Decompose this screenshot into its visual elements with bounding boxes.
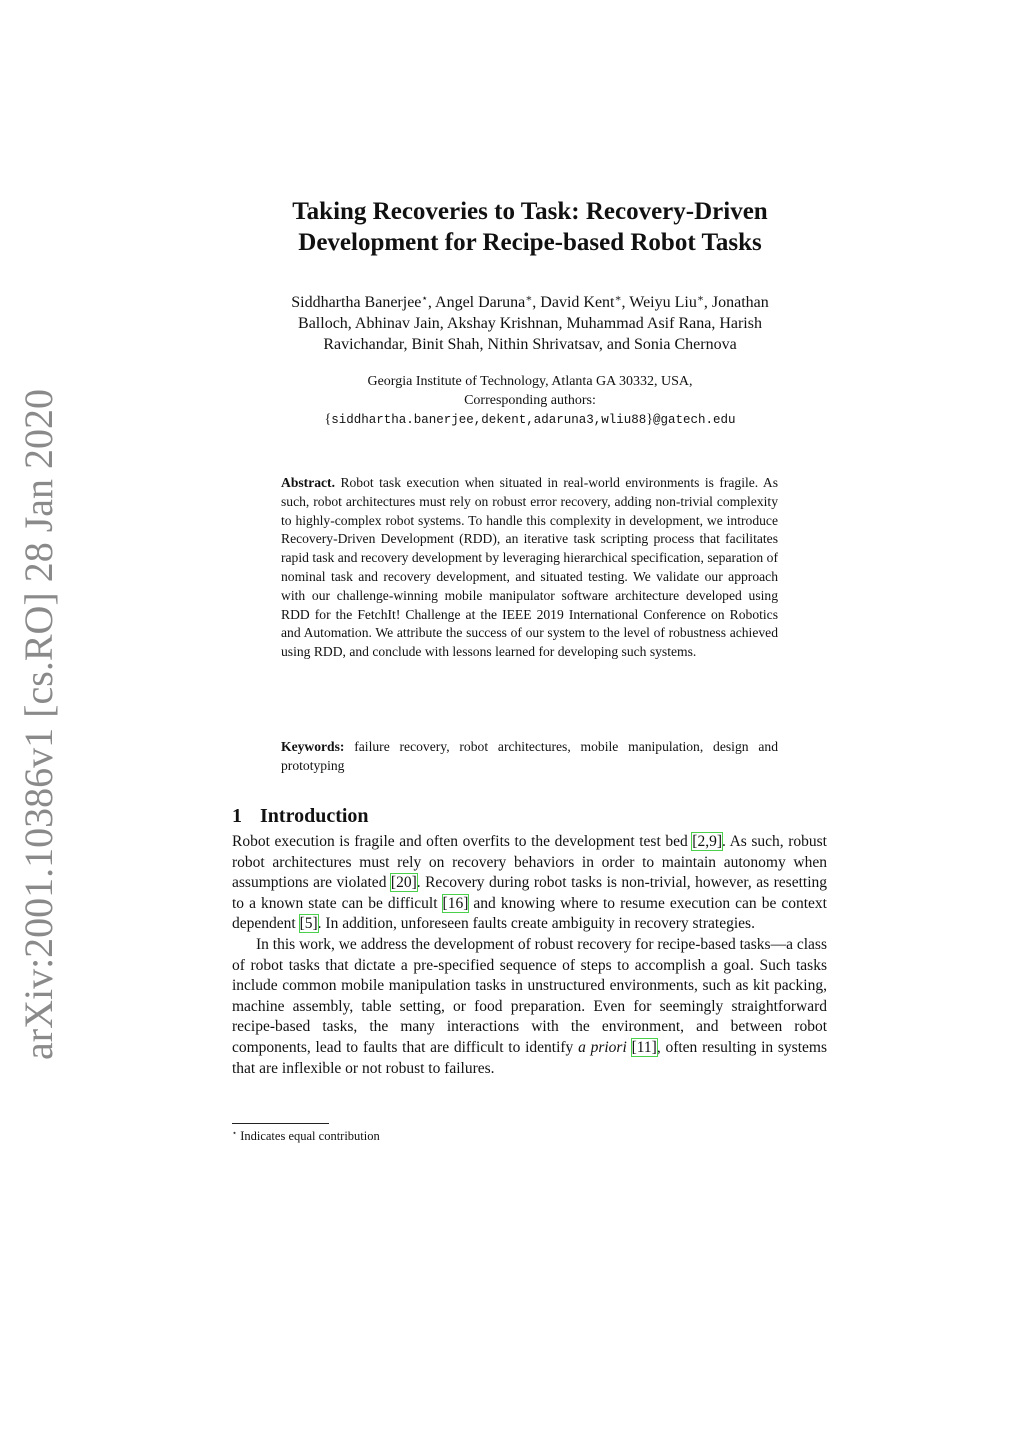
citation-link[interactable]: [16] [442,894,469,912]
brace-open: { [324,412,332,427]
footnote-marker: ⋆ [232,1128,238,1138]
equal-contribution-marker: ⋆ [421,293,428,305]
author-marker: ∗ [696,293,704,305]
paragraph-text: , often resulting in systems that are inflexible or not robust to failures. [232,1038,827,1077]
citation-link[interactable]: [5] [299,915,318,933]
abstract-label: Abstract. [281,475,335,490]
paragraph-text: . Recovery during robot tasks is non-trivial, however, as resetting to a known state can be difficult [232,874,827,912]
paragraph-text: . In addition, unforeseen faults create ambiguity in recovery strategies. [317,915,755,933]
paragraph [232,935,827,1079]
keywords-text: failure recovery, robot architectures, mobile manipulation, design and prototyping [281,739,778,773]
arxiv-identifier-stamp: arXiv:2001.10386v1 [cs.RO] 28 Jan 2020 [16,388,61,1060]
author-list [215,292,845,355]
institution: Georgia Institute of Technology, Atlanta GA 30332, USA, [367,374,693,389]
footnote-divider [232,1123,329,1124]
paragraph [232,832,827,935]
affiliation-block [230,372,830,430]
paragraph-text: and knowing where to resume execution can be context dependent [232,894,827,933]
author-marker: ∗ [614,293,622,305]
authors-line-2: Balloch, Abhinav Jain, Akshay Krishnan, Muhammad Asif Rana, Harish [298,315,762,332]
section-title: Introduction [260,805,369,827]
author-name: , Weiyu Liu [621,294,697,311]
corresponding-label: Corresponding authors: [464,393,596,408]
abstract-text: Robot task execution when situated in real-world environments is fragile. As such, robot architectures must rely on robust error recovery, adding non-trivial complexity to highly-complex robot systems. To handle this complexity in development, we introduce Recovery-Driven Development (RDD), an iterative task scripting process that facilitates rapid task and recovery development by leveraging hierarchical specification, separation of nominal task and recovery development, and situated testing. We validate our approach with our challenge-winning mobile manipulator software architecture developed using RDD for the FetchIt! Challenge at the IEEE 2019 International Conference on Robotics and Automation. We attribute the success of our system to the level of robustness achieved using RDD, and conclude with lessons learned for developing such systems. [281,475,778,660]
corresponding-emails [230,410,830,430]
author-marker: ∗ [525,293,533,305]
abstract [281,474,778,662]
section-heading [232,804,369,828]
citation-link[interactable]: [11] [631,1038,657,1056]
italic-phrase: a priori [578,1038,627,1056]
paragraph-text [627,1039,632,1056]
email-list: siddhartha.banerjee,dekent,adaruna3,wliu88 [331,413,647,427]
title-line-1: Taking Recoveries to Task: Recovery-Driven [292,198,768,225]
author-name: Siddhartha Banerjee [291,294,422,311]
paragraph-text: . As such, robust robot architectures must rely on recovery behaviors in order to maintain autonomy when assumptions are violated [232,833,827,892]
email-domain: @gatech.edu [653,413,736,427]
citation-link[interactable]: [20] [390,874,417,892]
author-name: , Angel Daruna [427,294,526,311]
citation-link[interactable]: [2,9] [692,833,722,850]
authors-line-3: Ravichandar, Binit Shah, Nithin Shrivatsav, and Sonia Chernova [323,336,737,353]
paragraph-text: Robot execution is fragile and often overfits to the development test bed [232,833,693,850]
author-name: , Jonathan [703,294,769,311]
footnote-text: Indicates equal contribution [240,1129,380,1143]
paragraph-text: In this work, we address the development of robust recovery for recipe-based tasks—a class of robot tasks that dictate a pre-specified sequence of steps to accomplish a goal. Such tasks include common mobile manipulation tasks in unstructured environments, such as kit packing, machine assembly, table setting, or food preparation. Even for seemingly straightforward recipe-based tasks, the many interactions with the environment, and between robot components, lead to faults that are difficult to identify [232,935,827,1056]
keywords [281,738,778,776]
title-line-2: Development for Recipe-based Robot Tasks [298,229,762,256]
paper-title [200,196,860,258]
author-name: , David Kent [532,294,615,311]
authors-line-1 [215,292,845,313]
section-number: 1 [232,805,242,827]
keywords-label: Keywords: [281,739,345,754]
section-body [232,832,827,1079]
brace-close: } [646,412,653,427]
footnote [232,1128,380,1144]
